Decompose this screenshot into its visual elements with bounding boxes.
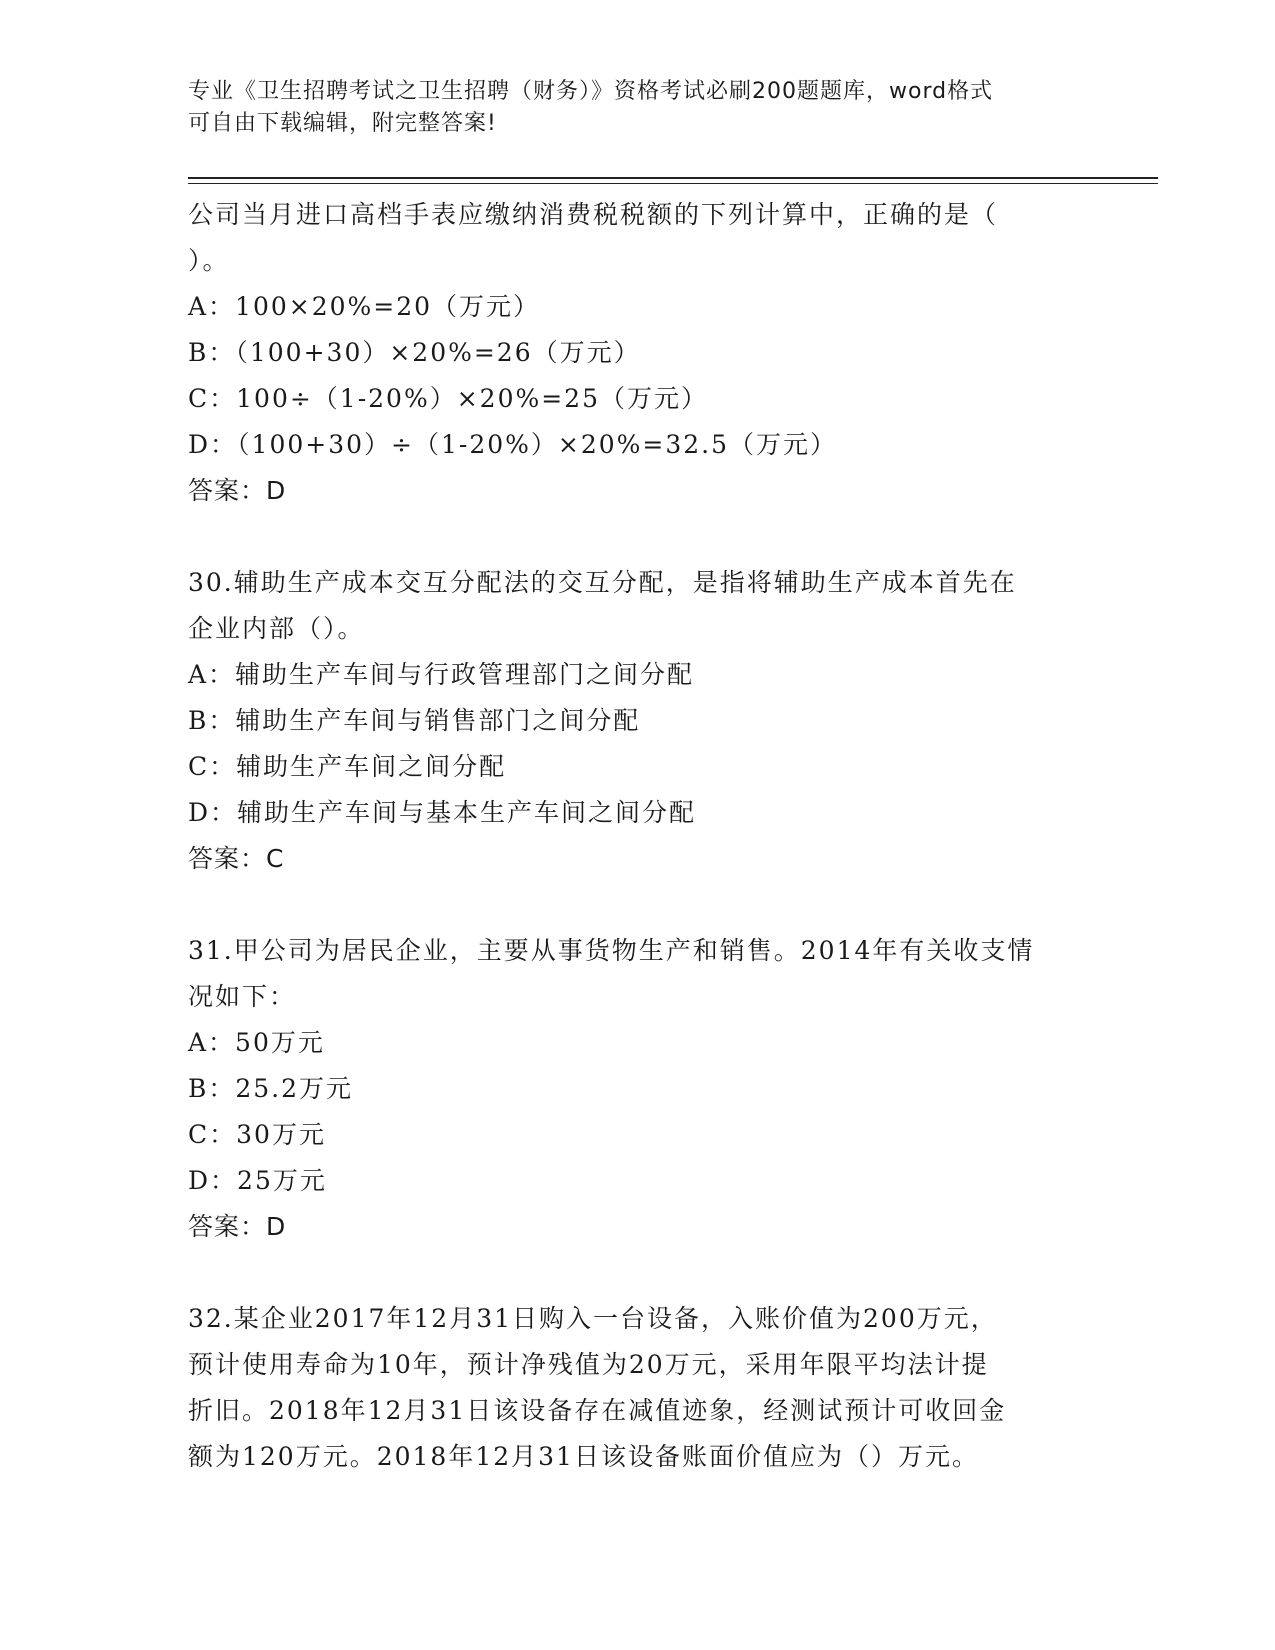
option-c: C：100÷（1-20%）×20%=25（万元） [188,384,708,413]
option-a: A：100×20%=20（万元） [188,292,541,321]
question-stem: 额为120万元。2018年12月31日该设备账面价值应为（）万元。 [188,1442,979,1471]
question-31 [188,928,1088,1250]
option-d: D：25万元 [188,1166,327,1195]
question-30 [188,560,1088,882]
option-b: B：（100+30）×20%=26（万元） [188,338,641,367]
question-stem: 31.甲公司为居民企业，主要从事货物生产和销售。2014年有关收支情 [188,936,1035,965]
question-stem: 况如下： [188,982,297,1011]
option-a: A：辅助生产车间与行政管理部门之间分配 [188,660,695,689]
spacer [188,514,1088,560]
option-d: D：辅助生产车间与基本生产车间之间分配 [188,798,697,827]
answer: 答案：D [188,1212,287,1241]
question-stem: 企业内部（）。 [188,614,365,643]
option-c: C：辅助生产车间之间分配 [188,752,507,781]
document-header [188,76,1088,140]
header-line-2: 可自由下载编辑，附完整答案! [188,111,497,136]
option-b: B：25.2万元 [188,1074,354,1103]
option-c: C：30万元 [188,1120,326,1149]
question-stem: ）。 [188,246,230,275]
header-line-1: 专业《卫生招聘考试之卫生招聘（财务）》资格考试必刷200题题库，word格式 [188,79,994,104]
question-stem: 公司当月进口高档手表应缴纳消费税税额的下列计算中，正确的是（ [188,200,999,229]
option-d: D：（100+30）÷（1-20%）×20%=32.5（万元） [188,430,838,459]
question-29 [188,192,1088,514]
answer: 答案：C [188,844,285,873]
question-list [188,192,1088,1480]
question-stem: 折旧。2018年12月31日该设备存在减值迹象，经测试预计可收回金 [188,1396,1007,1425]
question-32 [188,1296,1088,1480]
header-rule-thick [188,177,1158,179]
question-stem: 预计使用寿命为10年，预计净残值为20万元，采用年限平均法计提 [188,1350,989,1379]
question-stem: 30.辅助生产成本交互分配法的交互分配，是指将辅助生产成本首先在 [188,568,1017,597]
spacer [188,1250,1088,1296]
option-b: B：辅助生产车间与销售部门之间分配 [188,706,641,735]
spacer [188,882,1088,928]
header-rule-thin [188,183,1158,184]
question-stem: 32.某企业2017年12月31日购入一台设备，入账价值为200万元， [188,1304,998,1333]
answer: 答案：D [188,476,287,505]
option-a: A：50万元 [188,1028,325,1057]
